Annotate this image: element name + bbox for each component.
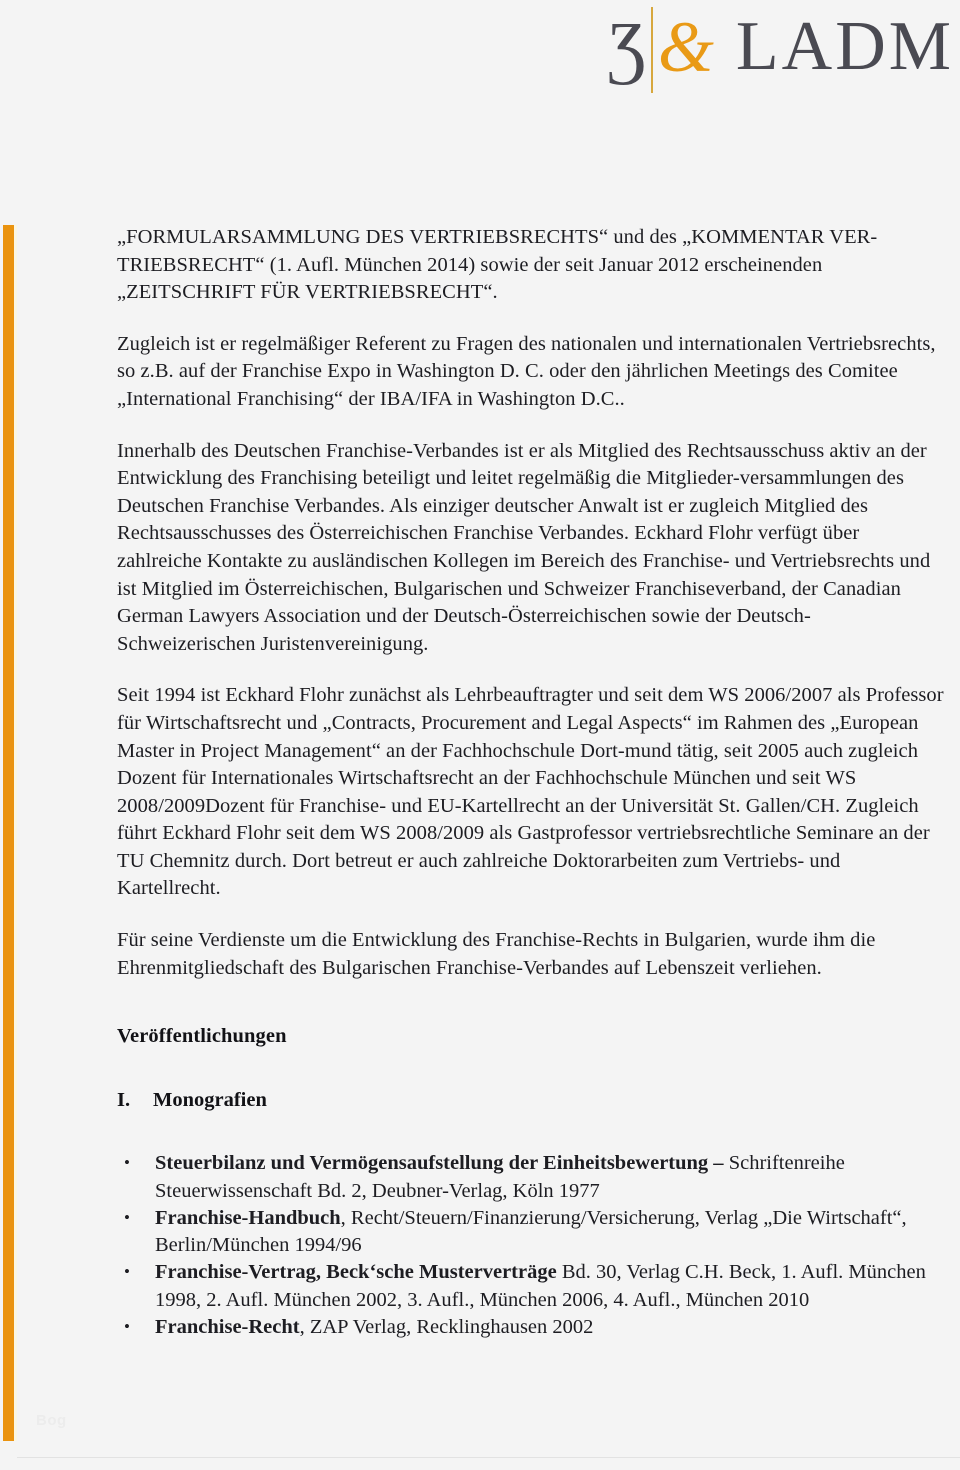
page-bottom-rule xyxy=(17,1457,960,1458)
monografien-label: Monografien xyxy=(153,1089,267,1112)
spacer xyxy=(117,1114,949,1132)
paragraph-association-memberships: Innerhalb des Deutschen Franchise-Verbandes ist er als Mitglied des Rechtsausschuss aktiv an der Entwicklung des Franchising beteiligt und leitet regelmäßig die Mitglieder-versammlungen des Deutschen Franchise Verbandes. Als einziger deutscher Anwalt ist er zugleich Mitglied des Rechtsausschusses des Österreichischen Franchise Verbandes. Eckhard Flohr verfügt über zahlreiche Kontakte zu ausländischen Kollegen im Bereich des Franchise- und Vertriebsrechts und ist Mitglied im Österreichischen, Bulgarischen und Schweizer Franchiseverband, der Canadian German Lawyers Association und der Deutsch-Österreichischen sowie der Deutsch-Schweizerischen Juristenvereinigung. xyxy=(117,439,931,655)
spacer xyxy=(117,1050,949,1068)
publication-title: Franchise-Handbuch xyxy=(155,1206,341,1229)
spacer xyxy=(117,1068,949,1086)
logo-wordmark: LADM xyxy=(735,8,954,85)
publication-title: Steuerbilanz und Vermögensaufstellung der Einheitsbewertung – xyxy=(155,1152,724,1175)
document-header xyxy=(0,0,960,112)
spacer xyxy=(117,1132,949,1150)
document-body xyxy=(117,224,949,1341)
spacer xyxy=(117,1004,949,1022)
logo-divider xyxy=(651,7,653,93)
logo-ampersand-icon: & xyxy=(657,7,714,87)
paragraph-honorary-membership: Für seine Verdienste um die Entwicklung des Franchise-Rechts in Bulgarien, wurde ihm die Ehrenmitgliedschaft des Bulgarischen Franchise-Verbandes auf Lebenszeit verliehen. xyxy=(117,929,876,979)
list-item xyxy=(117,1150,949,1205)
bullet-icon: • xyxy=(124,1262,130,1282)
publication-details: Bd. 30, Verlag C.H. Beck, 1. Aufl. München 1998, 2. Aufl. München 2002, 3. Aufl., München 2006, 4. Aufl., München 2010 xyxy=(155,1261,926,1311)
bullet-icon: • xyxy=(124,1207,130,1227)
list-item xyxy=(117,1205,949,1260)
bullet-icon: • xyxy=(124,1317,130,1337)
publications-heading: Veröffentlichungen xyxy=(117,1025,287,1048)
monografien-heading xyxy=(117,1086,949,1114)
logo-mark-icon: Ƹ xyxy=(608,9,646,86)
list-item xyxy=(117,1259,949,1314)
left-accent-bar-highlight xyxy=(14,225,17,1441)
paragraph-speaker-roles: Zugleich ist er regelmäßiger Referent zu Fragen des nationalen und internationalen Vertriebsrechts, so z.B. auf der Franchise Expo in Washington D. C. oder den jährlichen Meetings des Comitee „International Franchising“ der IBA/IFA in Washington D.C.. xyxy=(117,332,936,410)
publication-details: , Recht/Steuern/Finanzierung/Versicherung, Verlag „Die Wirtschaft“, Berlin/München 1994/96 xyxy=(155,1206,907,1257)
monografien-numeral: I. xyxy=(117,1089,131,1112)
monografien-list xyxy=(117,1150,949,1341)
company-logo xyxy=(608,6,954,94)
list-item xyxy=(117,1314,949,1341)
bullet-icon: • xyxy=(124,1153,130,1173)
paragraph-academic-career: Seit 1994 ist Eckhard Flohr zunächst als Lehrbeauftragter und seit dem WS 2006/2007 als Professor für Wirtschaftsrecht und „Contracts, Procurement and Legal Aspects“ im Rahmen des „European Master in Project Management“ an der Fachhochschule Dort-mund tätig, seit 2005 auch zugleich Dozent für Internationales Wirtschaftsrecht an der Fachhochschule München und seit WS 2008/2009Dozent für Franchise- und EU-Kartellrecht an der Universität St. Gallen/CH. Zugleich führt Eckhard Flohr seit dem WS 2008/2009 als Gastprofessor vertriebsrechtliche Seminare an der TU Chemnitz durch. Dort betreut er auch zahlreiche Doktorarbeiten zum Vertriebs- und Kartellrecht. xyxy=(117,684,944,900)
publication-details: Schriftenreihe Steuerwissenschaft Bd. 2, Deubner-Verlag, Köln 1977 xyxy=(155,1152,845,1202)
publication-details: , ZAP Verlag, Recklinghausen 2002 xyxy=(299,1316,594,1339)
publication-title: Franchise-Recht xyxy=(155,1316,300,1339)
watermark-text: Bog xyxy=(36,1412,67,1429)
paragraph-publications-intro: „FORMULARSAMMLUNG DES VERTRIEBSRECHTS“ und des „KOMMENTAR VER-TRIEBSRECHT“ (1. Aufl. München 2014) sowie der seit Januar 2012 erscheinenden „ZEITSCHRIFT FÜR VERTRIEBSRECHT“. xyxy=(117,226,878,304)
publication-title: Franchise-Vertrag, Beck‘sche Musterverträge xyxy=(155,1261,557,1284)
left-accent-bar xyxy=(3,225,14,1441)
